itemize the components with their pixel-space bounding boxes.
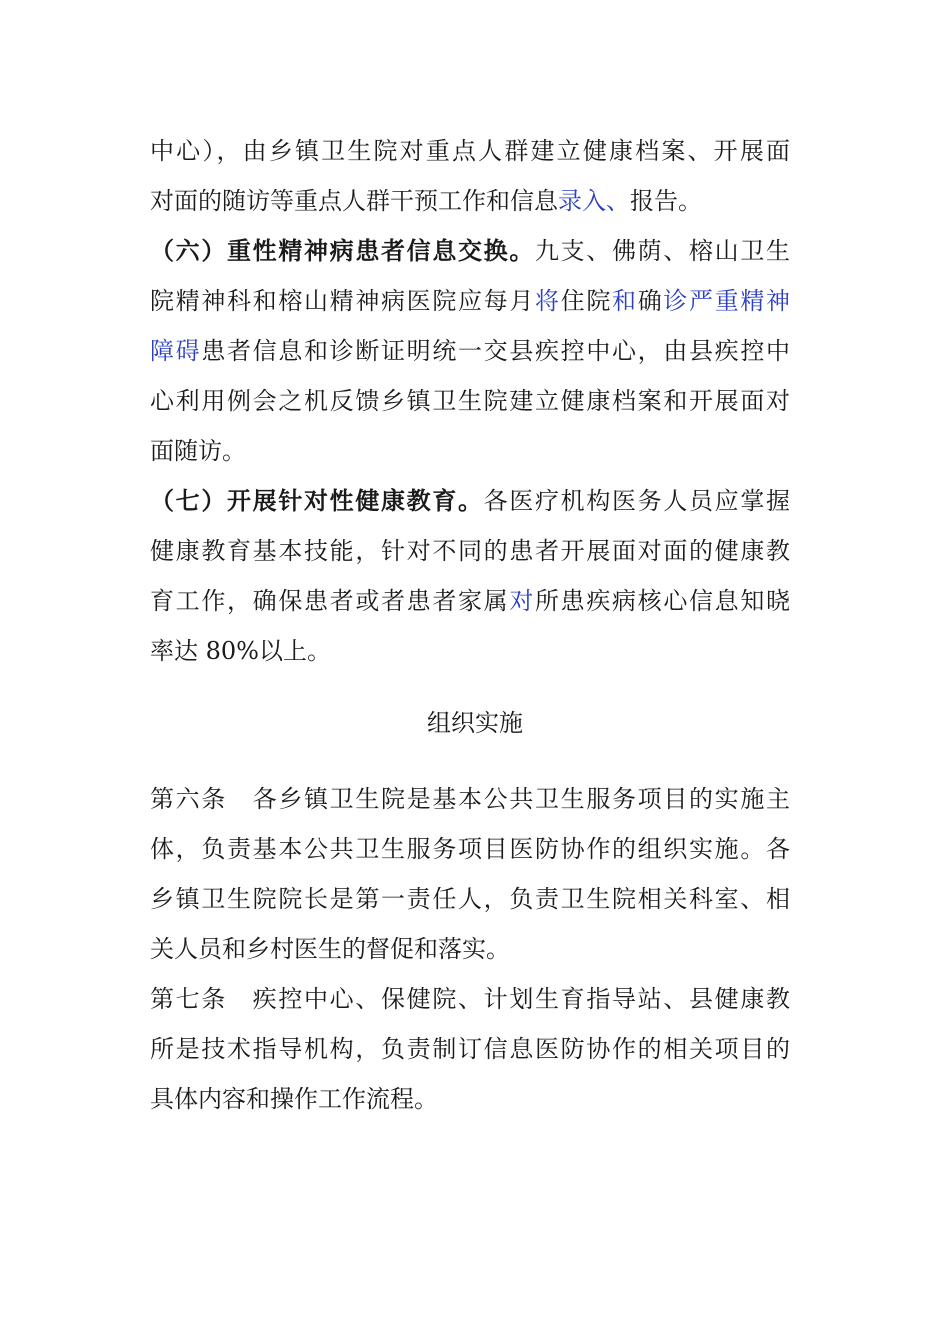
text-run: 报告。 <box>630 187 702 215</box>
paragraph-line <box>150 386 790 416</box>
text-run: 对面的随访等重点人群干预工作和信息 <box>150 187 558 215</box>
section-six-title: （六）重性精神病患者信息交换。 <box>150 237 535 265</box>
paragraph-line <box>150 884 790 914</box>
text-run: 体，负责基本公共卫生服务项目医防协作的组织实施。各 <box>150 835 790 863</box>
highlighted-text: 将 <box>535 287 561 315</box>
text-run: 乡镇卫生院院长是第一责任人，负责卫生院相关科室、相 <box>150 885 790 913</box>
article-six-line <box>150 784 790 814</box>
text-run: 各医疗机构医务人员应掌握 <box>483 487 791 515</box>
highlighted-text: 对 <box>509 587 536 615</box>
paragraph-line <box>150 336 790 366</box>
paragraph-line <box>150 636 790 666</box>
text-run: 健康教育基本技能，针对不同的患者开展面对面的健康教 <box>150 537 790 565</box>
paragraph-line <box>150 136 790 166</box>
text-run: 确 <box>637 287 664 315</box>
text-run: 所是技术指导机构，负责制订信息医防协作的相关项目的 <box>150 1035 790 1063</box>
paragraph-line <box>150 436 790 466</box>
section-six-line <box>150 236 790 266</box>
text-run: 第七条 疾控中心、保健院、计划生育指导站、县健康教 <box>150 985 790 1013</box>
text-run: 所患疾病核心信息知晓 <box>535 587 791 615</box>
text-run: 面随访。 <box>150 437 246 465</box>
section-seven-title: （七）开展针对性健康教育。 <box>150 487 484 515</box>
text-run: 患者信息和诊断证明统一交县疾控中心，由县疾控中 <box>201 337 791 365</box>
text-run: 具体内容和操作工作流程。 <box>150 1085 438 1113</box>
highlighted-text: 障碍 <box>150 337 202 365</box>
highlighted-text: 诊严重精神 <box>663 287 791 315</box>
highlighted-text: 录入、 <box>558 187 630 215</box>
paragraph-line <box>150 286 790 316</box>
paragraph-line <box>150 186 790 216</box>
paragraph-line <box>150 586 790 616</box>
text-run: 关人员和乡村医生的督促和落实。 <box>150 935 510 963</box>
text-run: 住院 <box>560 287 613 315</box>
paragraph-line <box>150 1084 790 1114</box>
text-run: 育工作，确保患者或者患者家属 <box>150 587 510 615</box>
text-run: 率达 80%以上。 <box>150 637 331 665</box>
article-seven-line <box>150 984 790 1014</box>
paragraph-line <box>150 934 790 964</box>
text-run: 第六条 各乡镇卫生院是基本公共卫生服务项目的实施主 <box>150 785 790 813</box>
text-run: 院精神科和榕山精神病医院应每月 <box>150 287 535 315</box>
paragraph-line <box>150 834 790 864</box>
highlighted-text: 和 <box>612 287 638 315</box>
text-run: 心利用例会之机反馈乡镇卫生院建立健康档案和开展面对 <box>150 387 790 415</box>
paragraph-line <box>150 1034 790 1064</box>
text-run: 中心），由乡镇卫生院对重点人群建立健康档案、开展面 <box>150 137 790 165</box>
text-run: 九支、佛荫、榕山卫生 <box>535 237 790 265</box>
section-heading: 组织实施 <box>427 709 523 737</box>
section-seven-line <box>150 486 790 516</box>
paragraph-line <box>150 536 790 566</box>
